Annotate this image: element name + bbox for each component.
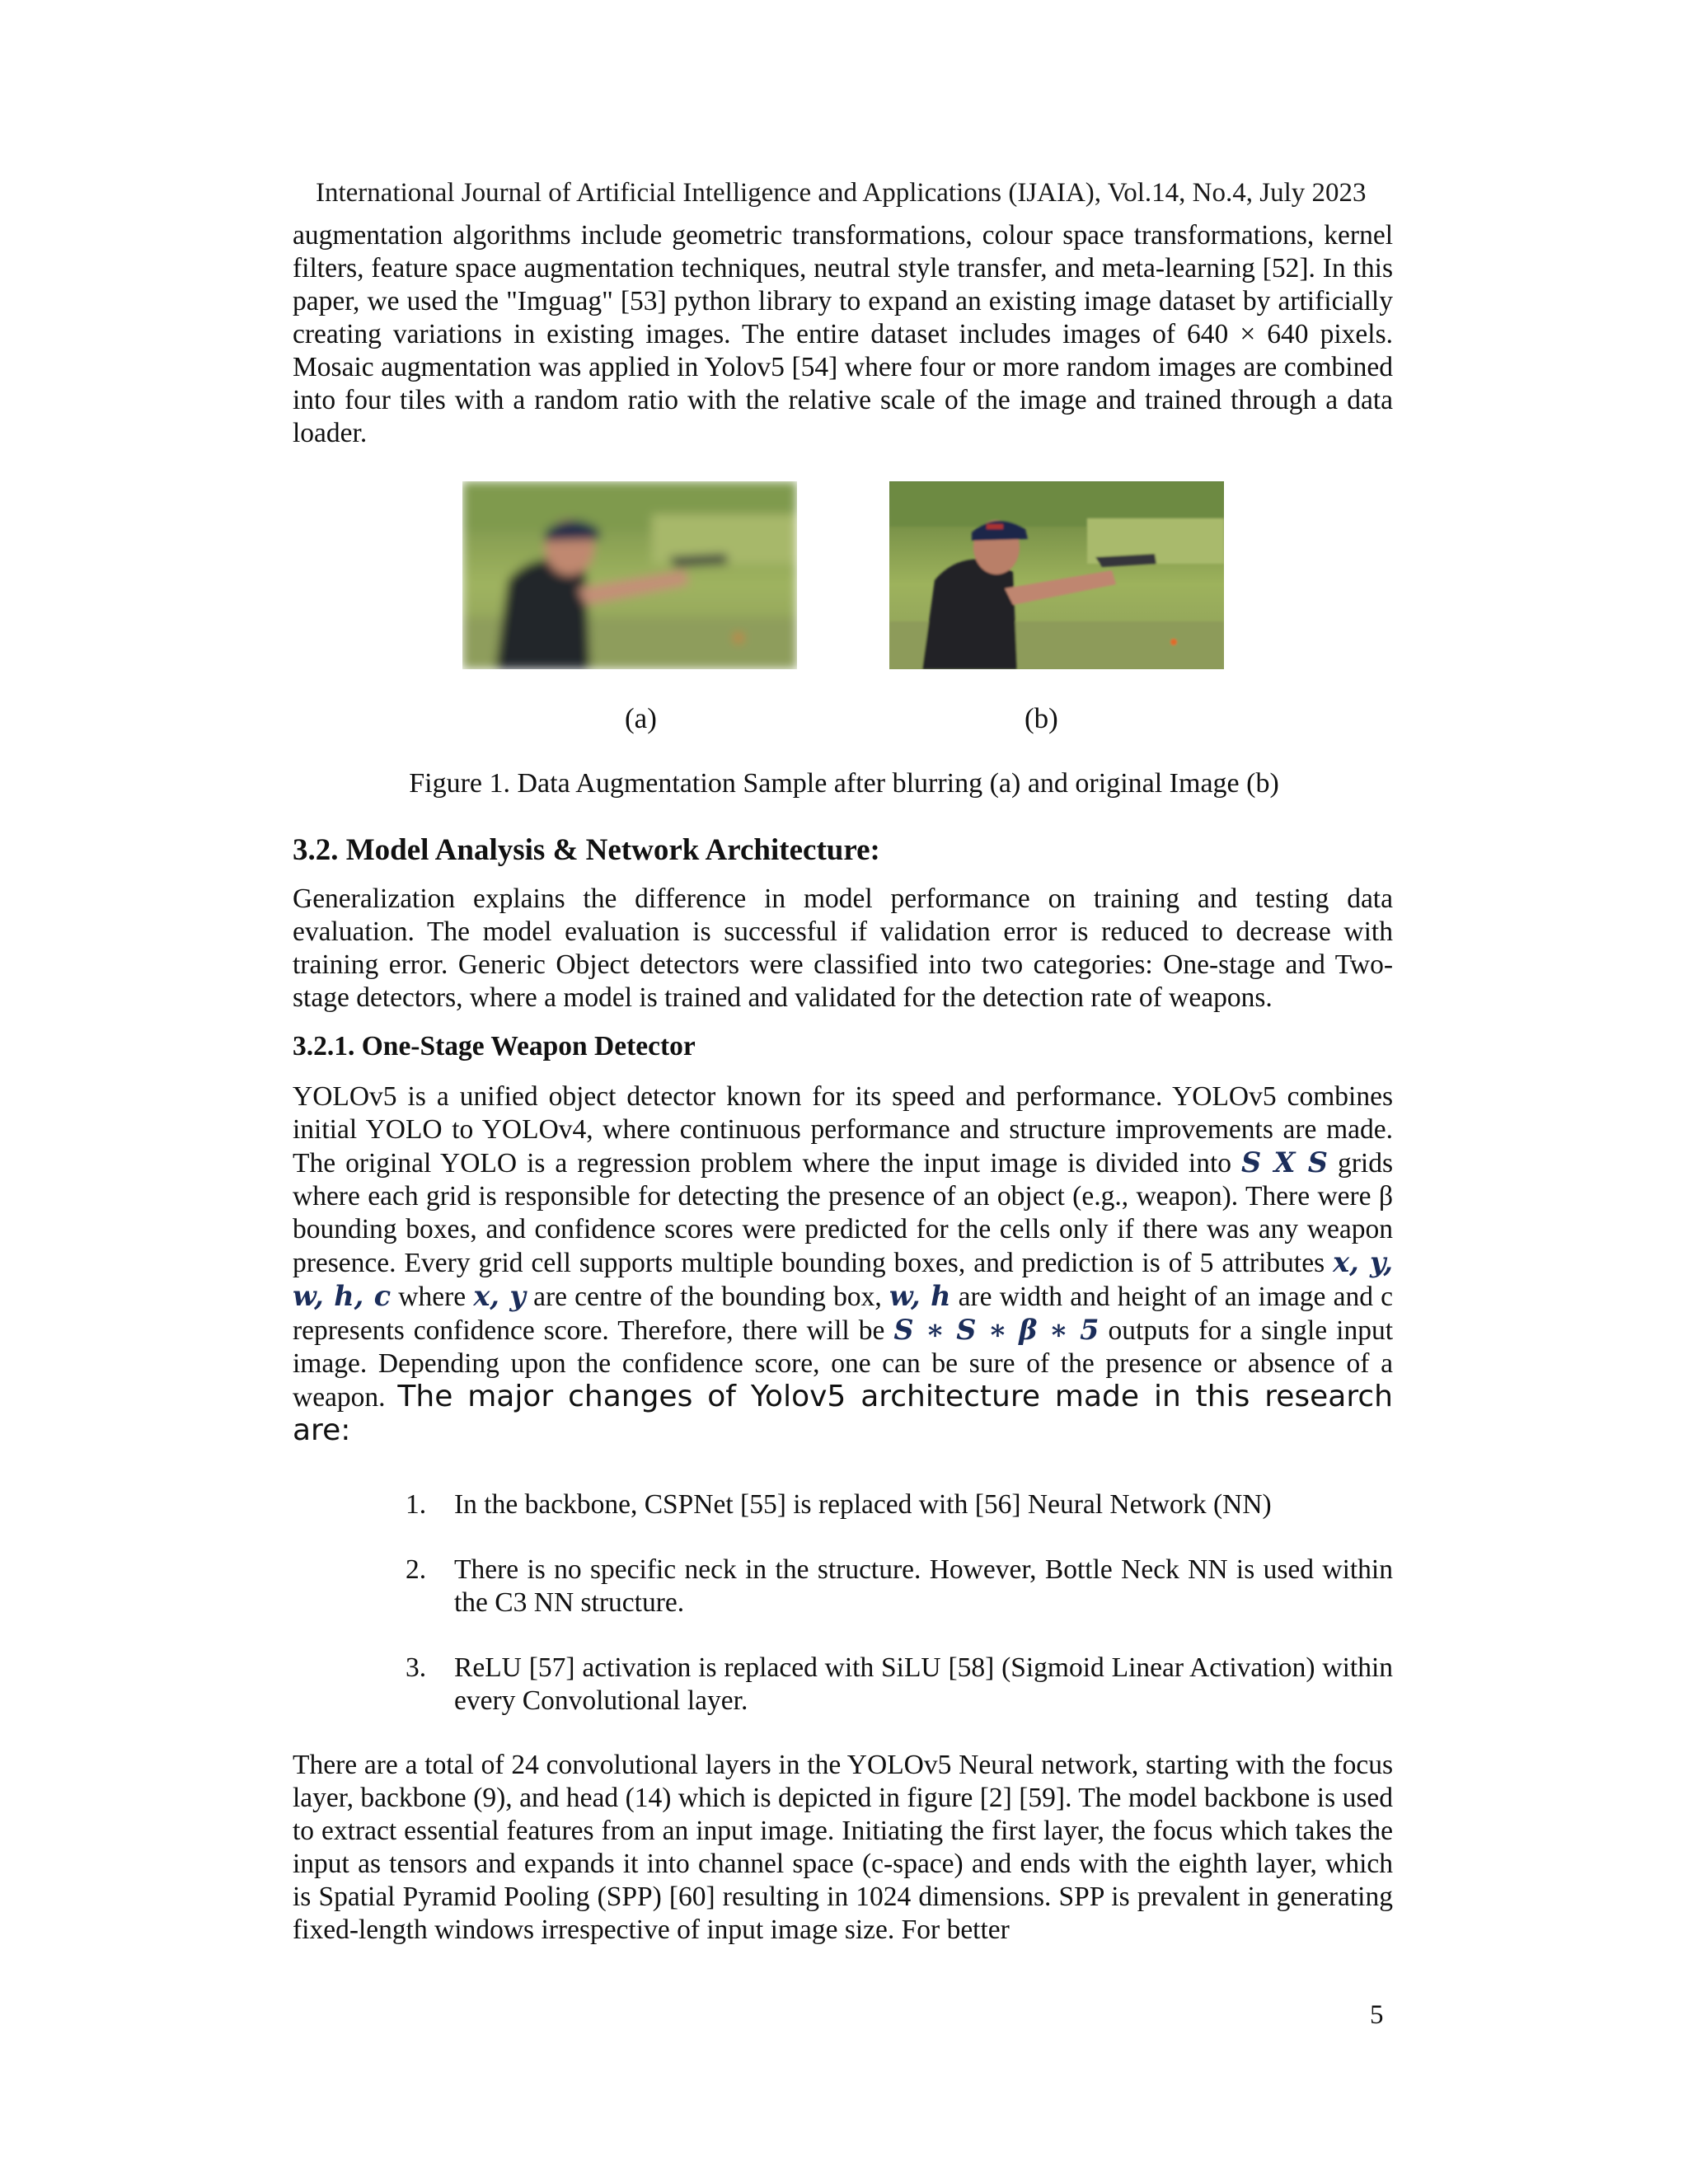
text-run: YOLOv5 is a unified object detector known for its speed and performance. YOLOv5 combines initial YOLO to YOLOv4, where continuous performance and structure improvements are made. The original YOLO is a regression problem where the input image is divided into [293, 1081, 1393, 1179]
math-xy: x, y [473, 1280, 526, 1312]
section-3-2-paragraph: Generalization explains the difference in model performance on training and testing data evaluation. The model evaluation is successful if validation error is reduced to decrease with training error. Generic Object detectors were classified into two categories: One-stage and Two-stage detectors, where a model is trained and validated for the detection rate of weapons. [293, 883, 1393, 1013]
figure-label-a: (a) [625, 702, 657, 734]
figure-image-blurred [462, 481, 797, 669]
math-wh: w, h [889, 1280, 951, 1312]
math-attributes: x, y, w, h, c [293, 1246, 1393, 1312]
text-run: outputs for a single input image. Depending upon the confidence score, one can be sure of the presence or absence of a weapon. [293, 1315, 1394, 1413]
figure-image-original [889, 481, 1224, 669]
list-item [406, 1488, 1393, 1521]
running-header: International Journal of Artificial Intelligence and Applications (IJAIA), Vol.14, No.4, July 2023 [316, 178, 1367, 208]
page-number: 5 [1370, 2000, 1384, 2030]
section-3-2-1-paragraph [293, 1080, 1393, 1448]
figure-label-b: (b) [1025, 702, 1058, 734]
figure-caption: Figure 1. Data Augmentation Sample after blurring (a) and original Image (b) [409, 768, 1279, 799]
list-number: 1. [406, 1489, 427, 1520]
list-item [406, 1652, 1393, 1718]
math-grid-size: S X S [1241, 1146, 1328, 1179]
text-run: are centre of the bounding box, [525, 1282, 889, 1312]
list-text: ReLU [57] activation is replaced with SiLU [58] (Sigmoid Linear Activation) within every Convolutional layer. [454, 1652, 1393, 1716]
text-run: where [391, 1282, 474, 1312]
section-heading-3-2: 3.2. Model Analysis & Network Architecture: [293, 833, 880, 867]
list-number: 3. [406, 1652, 427, 1683]
section-heading-3-2-1: 3.2.1. One-Stage Weapon Detector [293, 1031, 696, 1062]
text-run: grids where each grid is responsible for detecting the presence of an object (e.g., weapon). There were β bounding boxes, and confidence scores were predicted for the cells only if there was any weapon presence. Every grid cell supports multiple bounding boxes, and prediction is of 5 attributes [293, 1148, 1393, 1278]
text-run-sans: The major changes of Yolov5 architecture made in this research are: [293, 1380, 1393, 1447]
list-text: In the backbone, CSPNet [55] is replaced with [56] Neural Network (NN) [454, 1489, 1272, 1520]
intro-paragraph: augmentation algorithms include geometric transformations, colour space transformations, kernel filters, feature space augmentation techniques, neutral style transfer, and meta-learning [52]. In this paper, we used the "Imguag" [53] python library to expand an existing image dataset by artificially creating variations in existing images. The entire dataset includes images of 640 × 640 pixels. Mosaic augmentation was applied in Yolov5 [54] where four or more random images are combined into four tiles with a random ratio with the relative scale of the image and trained through a data loader. [293, 220, 1393, 448]
changes-list [406, 1488, 1393, 1750]
text-run: are width and height of an image and c represents confidence score. Therefore, there will be [293, 1282, 1394, 1346]
figure-1 [0, 481, 1688, 671]
math-outputs: S ∗ S ∗ β ∗ 5 [893, 1314, 1100, 1346]
list-item [406, 1554, 1393, 1619]
final-paragraph: There are a total of 24 convolutional layers in the YOLOv5 Neural network, starting with the focus layer, backbone (9), and head (14) which is depicted in figure [2] [59]. The model backbone is used to extract essential features from an input image. Initiating the first layer, the focus which takes the input as tensors and expands it into channel space (c-space) and ends with the eighth layer, which is Spatial Pyramid Pooling (SPP) [60] resulting in 1024 dimensions. SPP is prevalent in generating fixed-length windows irrespective of input image size. For better [293, 1750, 1393, 1945]
list-number: 2. [406, 1554, 427, 1585]
list-text: There is no specific neck in the structure. However, Bottle Neck NN is used within the C3 NN structure. [454, 1554, 1393, 1618]
